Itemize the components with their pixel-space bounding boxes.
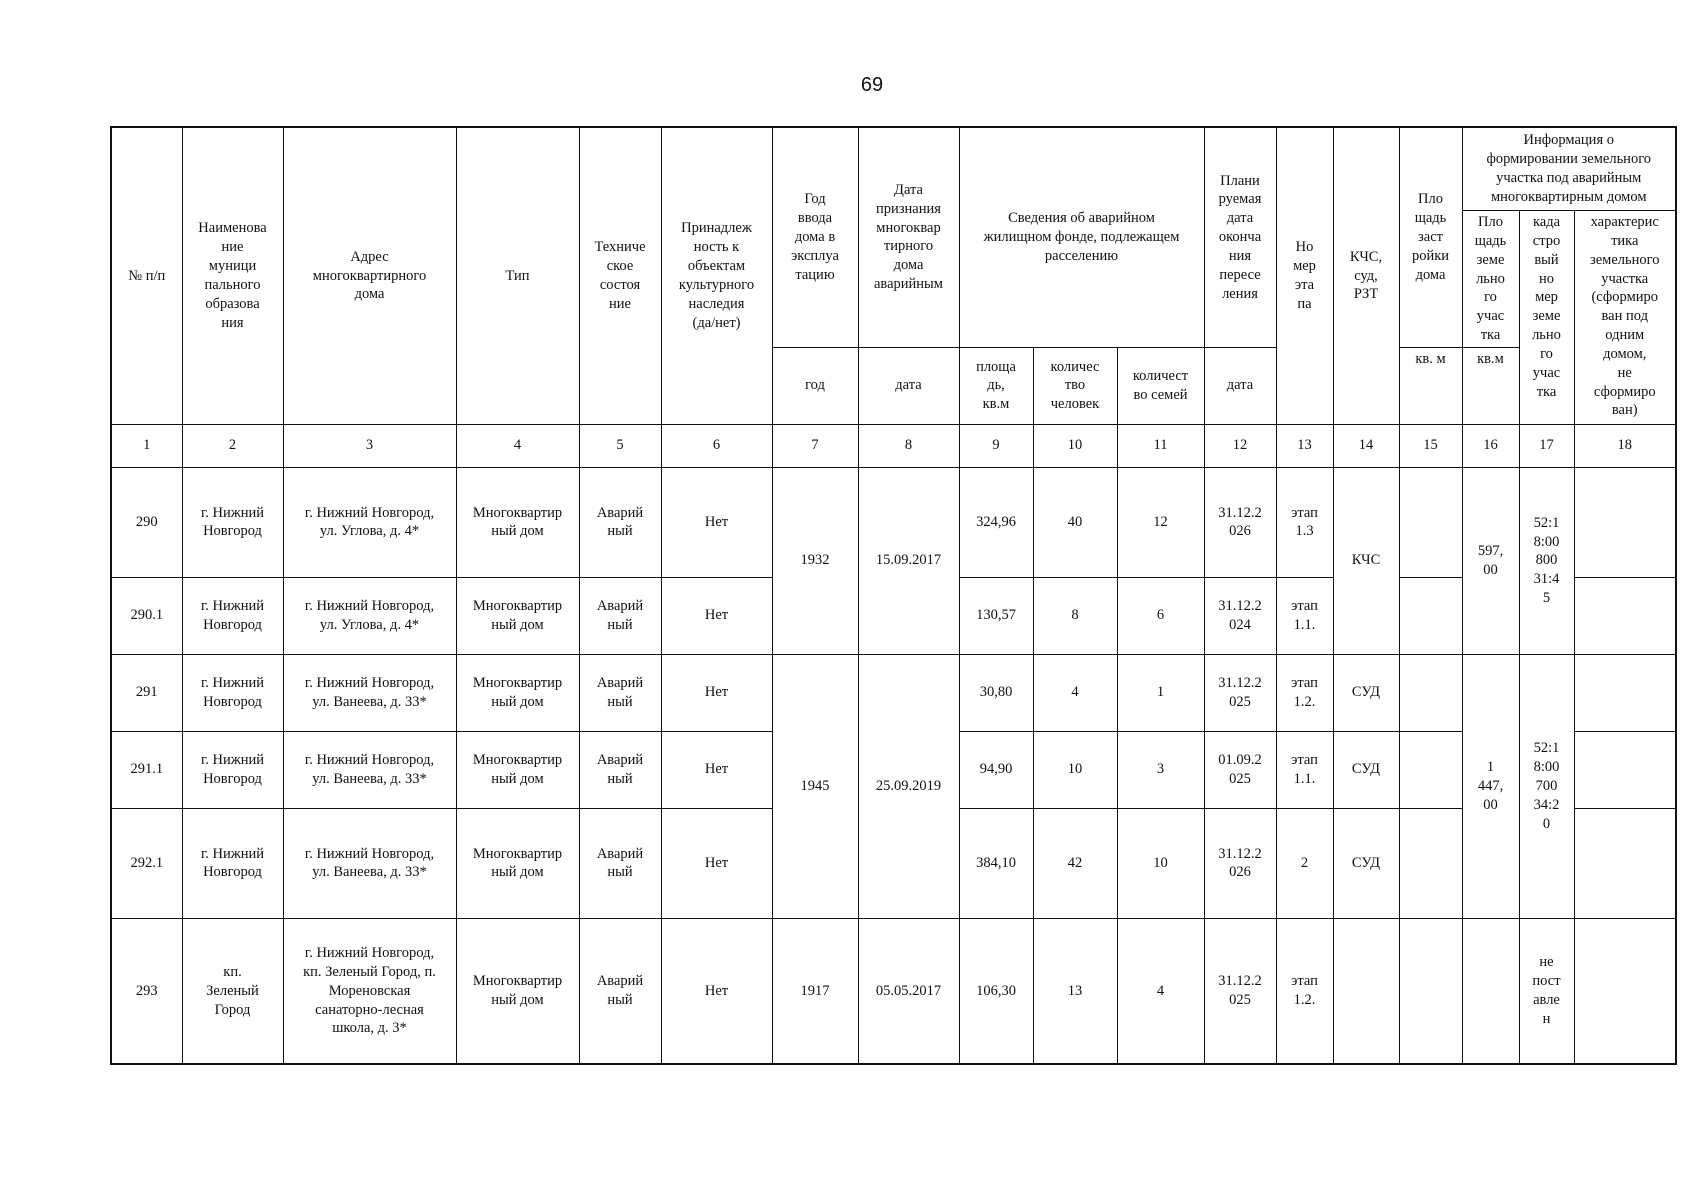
cell-planned-date: 31.12.2 025 xyxy=(1204,918,1276,1064)
header-row xyxy=(111,127,1676,211)
column-number: 15 xyxy=(1399,424,1462,467)
cell-heritage: Нет xyxy=(661,731,772,808)
subheader-date: дата xyxy=(858,347,959,424)
header-type: Тип xyxy=(456,127,579,424)
header-planned-date: Плани руемая дата оконча ния пересе ления xyxy=(1204,127,1276,347)
subheader-year: год xyxy=(772,347,858,424)
column-number: 6 xyxy=(661,424,772,467)
cell-heritage: Нет xyxy=(661,577,772,654)
cell-people: 40 xyxy=(1033,467,1117,577)
cell-land-characteristic xyxy=(1574,467,1676,577)
cell-heritage: Нет xyxy=(661,654,772,731)
subheader-area: площа дь, кв.м xyxy=(959,347,1033,424)
cell-area: 324,96 xyxy=(959,467,1033,577)
cell-type: Многоквартир ный дом xyxy=(456,467,579,577)
subheader-planned-date: дата xyxy=(1204,347,1276,424)
cell-families: 10 xyxy=(1117,808,1204,918)
cell-planned-date: 01.09.2 025 xyxy=(1204,731,1276,808)
cell-building-area xyxy=(1399,731,1462,808)
cell-building-area xyxy=(1399,808,1462,918)
cell-people: 8 xyxy=(1033,577,1117,654)
header-land-info: Информация о формировании земельного участка под аварийным многоквартирным домом xyxy=(1462,127,1676,211)
header-emergency-housing: Сведения об аварийном жилищном фонде, подлежащем расселению xyxy=(959,127,1204,347)
header-address: Адрес многоквартирного дома xyxy=(283,127,456,424)
header-heritage: Принадлеж ность к объектам культурного наследия (да/нет) xyxy=(661,127,772,424)
cell-land-characteristic xyxy=(1574,918,1676,1064)
header-municipality: Наименова ние муници пального образова ния xyxy=(182,127,283,424)
cell-type: Многоквартир ный дом xyxy=(456,654,579,731)
cell-type: Многоквартир ный дом xyxy=(456,577,579,654)
cell-land-area: 597, 00 xyxy=(1462,467,1519,654)
cell-heritage: Нет xyxy=(661,918,772,1064)
cell-kchs: СУД xyxy=(1333,808,1399,918)
header-land-area: Пло щадь земе льно го учас тка xyxy=(1462,211,1519,348)
cell-recognition-date: 15.09.2017 xyxy=(858,467,959,654)
cell-land-characteristic xyxy=(1574,731,1676,808)
cell-building-area xyxy=(1399,467,1462,577)
cell-building-area xyxy=(1399,577,1462,654)
cell-land-characteristic xyxy=(1574,808,1676,918)
header-number: № п/п xyxy=(111,127,182,424)
page-number: 69 xyxy=(860,74,884,96)
cell-people: 10 xyxy=(1033,731,1117,808)
header-kchs: КЧС, суд, РЗТ xyxy=(1333,127,1399,424)
emergency-housing-table xyxy=(110,126,1677,1065)
cell-heritage: Нет xyxy=(661,467,772,577)
table-row xyxy=(111,654,1676,731)
cell-area: 106,30 xyxy=(959,918,1033,1064)
header-building-area: Пло щадь заст ройки дома xyxy=(1399,127,1462,347)
cell-address: г. Нижний Новгород, ул. Ванеева, д. 33* xyxy=(283,731,456,808)
cell-planned-date: 31.12.2 025 xyxy=(1204,654,1276,731)
cell-municipality: г. Нижний Новгород xyxy=(182,654,283,731)
cell-kchs xyxy=(1333,918,1399,1064)
cell-recognition-date: 25.09.2019 xyxy=(858,654,959,918)
cell-municipality: г. Нижний Новгород xyxy=(182,808,283,918)
cell-heritage: Нет xyxy=(661,808,772,918)
column-number: 10 xyxy=(1033,424,1117,467)
header-stage-number: Но мер эта па xyxy=(1276,127,1333,424)
header-cadastral-number: када стро вый но мер земе льно го учас тка xyxy=(1519,211,1574,425)
cell-municipality: г. Нижний Новгород xyxy=(182,731,283,808)
column-number: 3 xyxy=(283,424,456,467)
cell-type: Многоквартир ный дом xyxy=(456,918,579,1064)
cell-land-area: 1 447, 00 xyxy=(1462,654,1519,918)
cell-year: 1945 xyxy=(772,654,858,918)
column-number-row xyxy=(111,424,1676,467)
column-number: 1 xyxy=(111,424,182,467)
cell-kchs: СУД xyxy=(1333,654,1399,731)
cell-address: г. Нижний Новгород, ул. Углова, д. 4* xyxy=(283,467,456,577)
cell-kchs: СУД xyxy=(1333,731,1399,808)
subheader-building-area-unit: кв. м xyxy=(1399,347,1462,424)
cell-number: 291.1 xyxy=(111,731,182,808)
cell-stage: этап 1.3 xyxy=(1276,467,1333,577)
cell-municipality: г. Нижний Новгород xyxy=(182,467,283,577)
cell-stage: 2 xyxy=(1276,808,1333,918)
column-number: 16 xyxy=(1462,424,1519,467)
cell-state: Аварий ный xyxy=(579,654,661,731)
cell-building-area xyxy=(1399,654,1462,731)
cell-people: 13 xyxy=(1033,918,1117,1064)
cell-kchs: КЧС xyxy=(1333,467,1399,654)
cell-cadastral: 52:1 8:00 800 31:4 5 xyxy=(1519,467,1574,654)
cell-number: 291 xyxy=(111,654,182,731)
cell-type: Многоквартир ный дом xyxy=(456,808,579,918)
cell-municipality: кп. Зеленый Город xyxy=(182,918,283,1064)
header-land-characteristic: характерис тика земельного участка (сформиро ван под одним домом, не сформиро ван) xyxy=(1574,211,1676,425)
cell-planned-date: 31.12.2 026 xyxy=(1204,808,1276,918)
column-number: 11 xyxy=(1117,424,1204,467)
cell-state: Аварий ный xyxy=(579,577,661,654)
header-recognition-date: Дата признания многоквар тирного дома аварийным xyxy=(858,127,959,347)
cell-land-characteristic xyxy=(1574,577,1676,654)
cell-cadastral: 52:1 8:00 700 34:2 0 xyxy=(1519,654,1574,918)
cell-land-area xyxy=(1462,918,1519,1064)
cell-number: 293 xyxy=(111,918,182,1064)
cell-planned-date: 31.12.2 026 xyxy=(1204,467,1276,577)
column-number: 2 xyxy=(182,424,283,467)
subheader-people: количес тво человек xyxy=(1033,347,1117,424)
cell-year: 1932 xyxy=(772,467,858,654)
cell-municipality: г. Нижний Новгород xyxy=(182,577,283,654)
table-row xyxy=(111,918,1676,1064)
cell-address: г. Нижний Новгород, ул. Ванеева, д. 33* xyxy=(283,808,456,918)
cell-recognition-date: 05.05.2017 xyxy=(858,918,959,1064)
column-number: 9 xyxy=(959,424,1033,467)
cell-people: 42 xyxy=(1033,808,1117,918)
column-number: 18 xyxy=(1574,424,1676,467)
cell-area: 94,90 xyxy=(959,731,1033,808)
column-number: 14 xyxy=(1333,424,1399,467)
cell-address: г. Нижний Новгород, ул. Углова, д. 4* xyxy=(283,577,456,654)
cell-state: Аварий ный xyxy=(579,808,661,918)
cell-families: 6 xyxy=(1117,577,1204,654)
column-number: 4 xyxy=(456,424,579,467)
cell-families: 4 xyxy=(1117,918,1204,1064)
cell-year: 1917 xyxy=(772,918,858,1064)
subheader-families: количест во семей xyxy=(1117,347,1204,424)
column-number: 13 xyxy=(1276,424,1333,467)
cell-land-characteristic xyxy=(1574,654,1676,731)
column-number: 12 xyxy=(1204,424,1276,467)
cell-type: Многоквартир ный дом xyxy=(456,731,579,808)
cell-state: Аварий ный xyxy=(579,918,661,1064)
cell-area: 130,57 xyxy=(959,577,1033,654)
table-row xyxy=(111,467,1676,577)
cell-families: 12 xyxy=(1117,467,1204,577)
cell-stage: этап 1.1. xyxy=(1276,577,1333,654)
cell-planned-date: 31.12.2 024 xyxy=(1204,577,1276,654)
column-number: 8 xyxy=(858,424,959,467)
cell-families: 1 xyxy=(1117,654,1204,731)
header-technical-state: Техниче ское состоя ние xyxy=(579,127,661,424)
cell-cadastral: не пост авле н xyxy=(1519,918,1574,1064)
cell-families: 3 xyxy=(1117,731,1204,808)
cell-building-area xyxy=(1399,918,1462,1064)
cell-area: 384,10 xyxy=(959,808,1033,918)
subheader-land-area-unit: кв.м xyxy=(1462,347,1519,424)
cell-area: 30,80 xyxy=(959,654,1033,731)
cell-number: 292.1 xyxy=(111,808,182,918)
column-number: 5 xyxy=(579,424,661,467)
cell-state: Аварий ный xyxy=(579,467,661,577)
cell-stage: этап 1.2. xyxy=(1276,654,1333,731)
cell-address: г. Нижний Новгород, кп. Зеленый Город, п. Мореновская санаторно-лесная школа, д. 3* xyxy=(283,918,456,1064)
cell-people: 4 xyxy=(1033,654,1117,731)
cell-stage: этап 1.2. xyxy=(1276,918,1333,1064)
cell-state: Аварий ный xyxy=(579,731,661,808)
cell-stage: этап 1.1. xyxy=(1276,731,1333,808)
header-year-commissioned: Год ввода дома в эксплуа тацию xyxy=(772,127,858,347)
column-number: 7 xyxy=(772,424,858,467)
column-number: 17 xyxy=(1519,424,1574,467)
cell-number: 290 xyxy=(111,467,182,577)
cell-number: 290.1 xyxy=(111,577,182,654)
cell-address: г. Нижний Новгород, ул. Ванеева, д. 33* xyxy=(283,654,456,731)
